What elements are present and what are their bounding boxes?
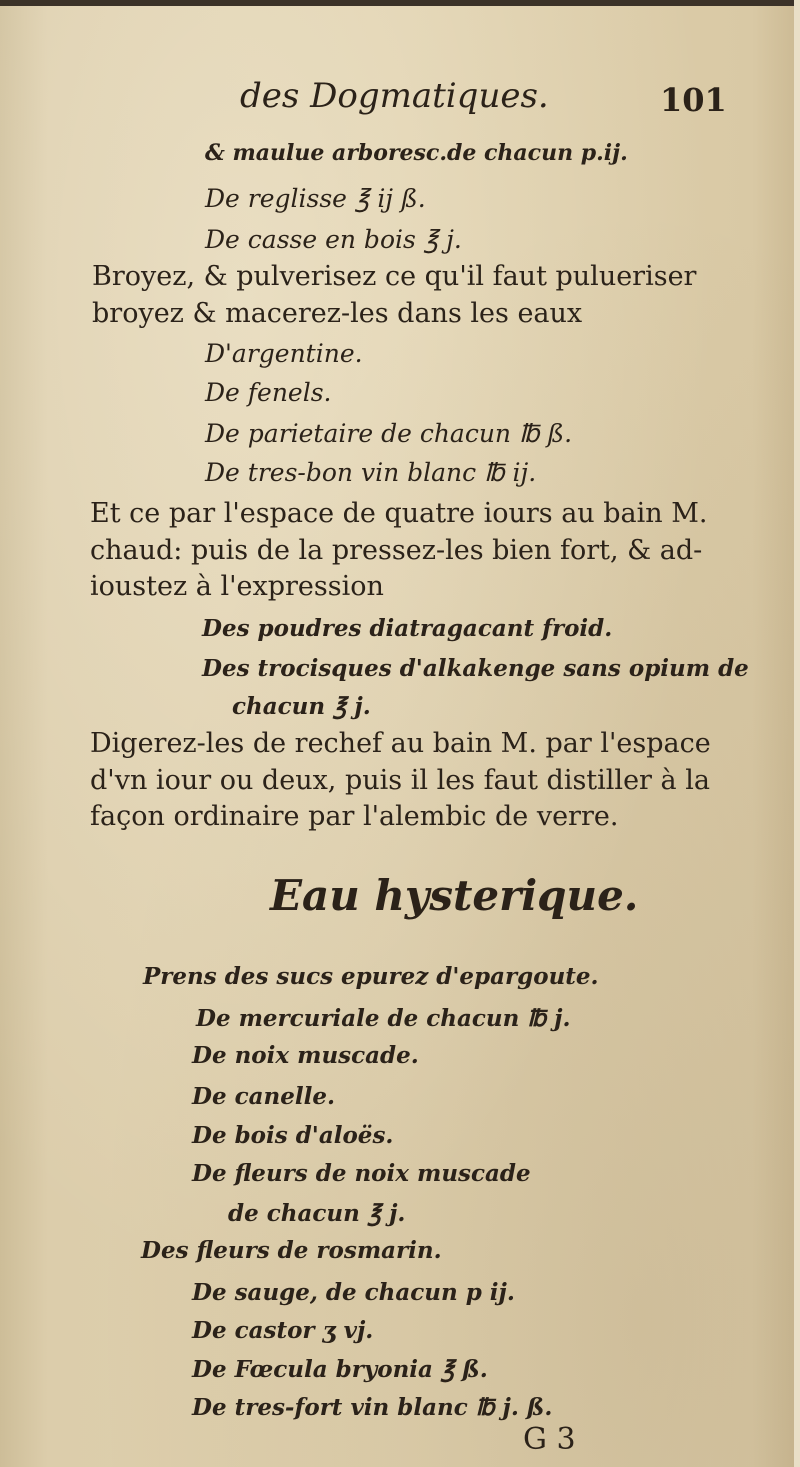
text-line: De tres-bon vin blanc ℔ ij. — [205, 458, 537, 487]
text-line: d'vn iour ou deux, puis il les faut distiller à la — [90, 765, 710, 796]
text-line: De fleurs de noix muscade — [192, 1160, 531, 1187]
text-line: Et ce par l'espace de quatre iours au bain M. — [90, 498, 708, 529]
text-line: & maulue arboresc.de chacun p.ij. — [205, 140, 628, 166]
page-right-edge — [794, 0, 800, 1467]
text-line: De canelle. — [192, 1083, 335, 1110]
text-line: De tres-fort vin blanc ℔ j. ß. — [192, 1394, 553, 1421]
text-line: De sauge, de chacun p ij. — [192, 1279, 515, 1306]
text-line: de chacun ℥ j. — [228, 1200, 406, 1227]
text-line: Broyez, & pulverisez ce qu'il faut pulueriser — [92, 261, 697, 292]
text-line: broyez & macerez-les dans les eaux — [92, 298, 583, 329]
page-top-edge — [0, 0, 800, 6]
text-line: De mercuriale de chacun ℔ j. — [196, 1005, 571, 1032]
text-line: chacun ℥ j. — [232, 693, 371, 720]
text-line: façon ordinaire par l'alembic de verre. — [90, 801, 619, 832]
page-number: 101 — [660, 81, 727, 119]
text-line: De fenels. — [205, 378, 332, 407]
text-line: De reglisse ℥ ij ß. — [205, 184, 426, 213]
text-line: De noix muscade. — [192, 1042, 419, 1069]
running-title: des Dogmatiques. — [240, 76, 549, 116]
signature-mark: G 3 — [523, 1422, 576, 1457]
text-line: De bois d'aloës. — [192, 1122, 394, 1149]
text-line: De casse en bois ℥ j. — [205, 225, 462, 254]
text-line: De castor ʒ vj. — [192, 1317, 374, 1344]
text-line: De parietaire de chacun ℔ ß. — [205, 419, 573, 448]
text-line: Des trocisques d'alkakenge sans opium de — [202, 655, 749, 682]
text-line: D'argentine. — [205, 339, 363, 368]
text-line: Digerez-les de rechef au bain M. par l'espace — [90, 728, 711, 759]
text-line: ioustez à l'expression — [90, 571, 384, 602]
text-line: De Fœcula bryonia ℥ ß. — [192, 1356, 488, 1383]
text-line: Des fleurs de rosmarin. — [141, 1237, 442, 1264]
text-line: Prens des sucs epurez d'epargoute. — [143, 963, 599, 990]
text-line: chaud: puis de la pressez-les bien fort, & ad- — [90, 535, 703, 566]
section-title: Eau hysterique. — [270, 871, 639, 920]
text-line: Des poudres diatragacant froid. — [202, 615, 613, 642]
